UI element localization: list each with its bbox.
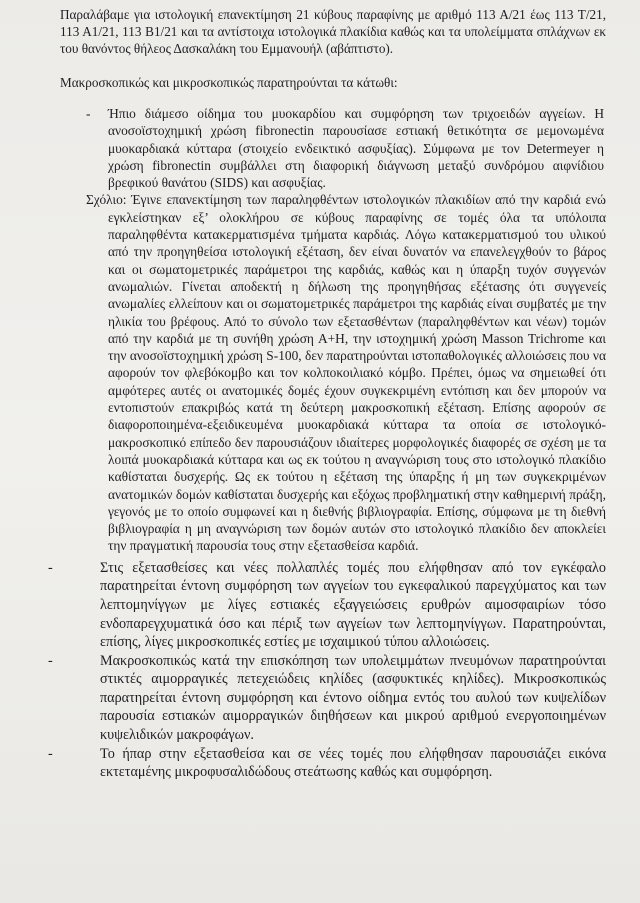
finding-liver-text: Το ήπαρ στην εξετασθείσα και σε νέες τομές που ελήφθησαν παρουσιάζει εικόνα εκτεταμένης μικροφυσαλιδώδους στεάτωσης καθώς και συμφόρηση. [100,745,606,781]
finding-lungs-text: Μακροσκοπικώς κατά την επισκόπηση των υπολειμμάτων πνευμόνων παρατηρούνται στικτές αιμορραγικές πετεχειώδεις κηλίδες (ασφυκτικές κηλίδες). Μικροσκοπικώς παρατηρείται έντονη συμφόρηση και έντονο οίδημα εντός του αυλού των κυψελίδων παρουσία εστιακών αιμορραγικών διηθήσεων και μικρού αριθμού ενεργοποιημένων κυψελιδικών μακροφάγων. [100,652,606,744]
findings-heading: Μακροσκοπικώς και μικροσκοπικώς παρατηρούνται τα κάτωθι: [60,75,398,90]
finding-lungs [48,652,606,745]
bullet-dash: - [48,559,53,576]
bullet-dash: - [86,106,91,121]
finding-brain [48,559,606,652]
bullet-dash: - [48,745,53,762]
comment-text: Σχόλιο: Έγινε επανεκτίμηση των παραληφθέντων ιστολογικών πλακιδίων από την καρδιά ενώ εγκλείστηκαν εξ’ ολοκλήρου σε κύβους παραφίνης σε τομές όλα τα υπόλοιπα παραληφθέντα κατακερματισμένα τμήματα καρδιάς. Λόγω κατακερματισμού του υλικού από την προηγηθείσα ιστολογική εξέταση, δεν είναι δυνατόν να επανελεγχθούν το βάρος και οι σωματομετρικές παράμετροι της καρδιάς, καθώς και η ύπαρξη τυχόν συγγενών ανωμαλιών. Γίνεται αποδεκτή η δήλωση της προηγηθήσας εξέτασης ότι συγγενείς ανωμαλίες ελλείπουν και οι σωματομετρικές παράμετροι της καρδιάς είναι συμβατές με την ηλικία του βρέφους. Από το σύνολο των εξετασθέντων (παραληφθέντων και νέων) τομών από την καρδιά με τη συνήθη χρώση Α+Η, την ιστοχημική χρώση Masson Trichrome και την ανοσοϊστοχημική χρώση S-100, δεν παρατηρούνται ιστοπαθολογικές αλλοιώσεις που να αφορούν τον φλεβόκομβο και τον κολποκοιλιακό κόμβο. Πρέπει, όμως να σημειωθεί ότι αμφότερες αυτές οι ανατομικές δομές έχουν συγκεκριμένη εντόπιση και δεν μπορούν να εντοπιστούν επακριβώς κατά τη δεύτερη μακροσκοπική εξέταση. Επίσης αφορούν σε διαφοροποιημένα-εξειδικευμένα μυοκαρδιακά κύτταρα τα οποία σε ιστολογικό-μακροσκοπικό επίπεδο δεν παρουσιάζουν ιδιαίτερες μορφολογικές διαφορές σε σχέση με τα λοιπά μυοκαρδιακά κύτταρα και ως εκ τούτου η αναγνώριση τους στο ιστολογικό πλακίδιο καθίσταται δυσχερής. Ως εκ τούτου η εξέταση της ύπαρξης ή μη των συγκεκριμένων ανατομικών δομών καθίσταται δυσχερής και εξόχως προβληματική στην καθημερινή πράξη, γεγονός με το οποίο συμφωνεί και η διεθνής βιβλιογραφία. Επίσης, σύμφωνα με τη διεθνή βιβλιογραφία η μη αναγνώριση των δομών αυτών στο ιστολογικό πλακίδιο δεν αποκλείει την πραγματική παρουσία τους στην εξετασθείσα καρδιά. [86,192,606,554]
comment-paragraph [86,191,606,554]
finding-brain-text: Στις εξετασθείσες και νέες πολλαπλές τομές που ελήφθησαν από τον εγκέφαλο παρατηρείται έντονη συμφόρηση των αγγείων του εγκεφαλικού παρεγχύματος και των λεπτομηνίγγων με λίγες εστιακές εξαγγειώσεις ερυθρών αιμοσφαιρίων τόσο ενδοπαρεγχυματικά όσο και πέριξ των αγγείων των λεπτομηνίγγων. Παρατηρούνται, επίσης, λίγες μικροσκοπικές εστίες με ισχαιμικού τύπου αλλοιώσεις. [100,559,606,651]
bullet-dash: - [48,652,53,669]
finding-liver [48,745,606,782]
intro-paragraph: Παραλάβαμε για ιστολογική επανεκτίμηση 21 κύβους παραφίνης με αριθμό 113 Α/21 έως 113 Τ/21, 113 Α1/21, 113 Β1/21 και τα αντίστοιχα ιστολογικά πλακίδια καθώς και τα υπολείμματα σπλάχνων εκ του θανόντος θήλεος Δασκαλάκη του Εμμανουήλ (αβάπτιστο). [60,7,606,56]
finding-heart [48,105,606,191]
finding-heart-text: Ήπιο διάμεσο οίδημα του μυοκαρδίου και συμφόρηση των τριχοειδών αγγείων. Η ανοσοϊστοχημική χρώση fibronectin παρουσίασε εστιακή θετικότητα σε μεμονωμένα μυοκαρδιακά κύτταρα (στοιχείο ενδεικτικό ασφυξίας). Σύμφωνα με τον Determeyer η χρώση fibronectin συμβάλλει στη διαφορική διάγνωση μεταξύ συνδρόμου αιφνίδιου βρεφικού θανάτου (SIDS) και ασφυξίας. [108,106,604,191]
